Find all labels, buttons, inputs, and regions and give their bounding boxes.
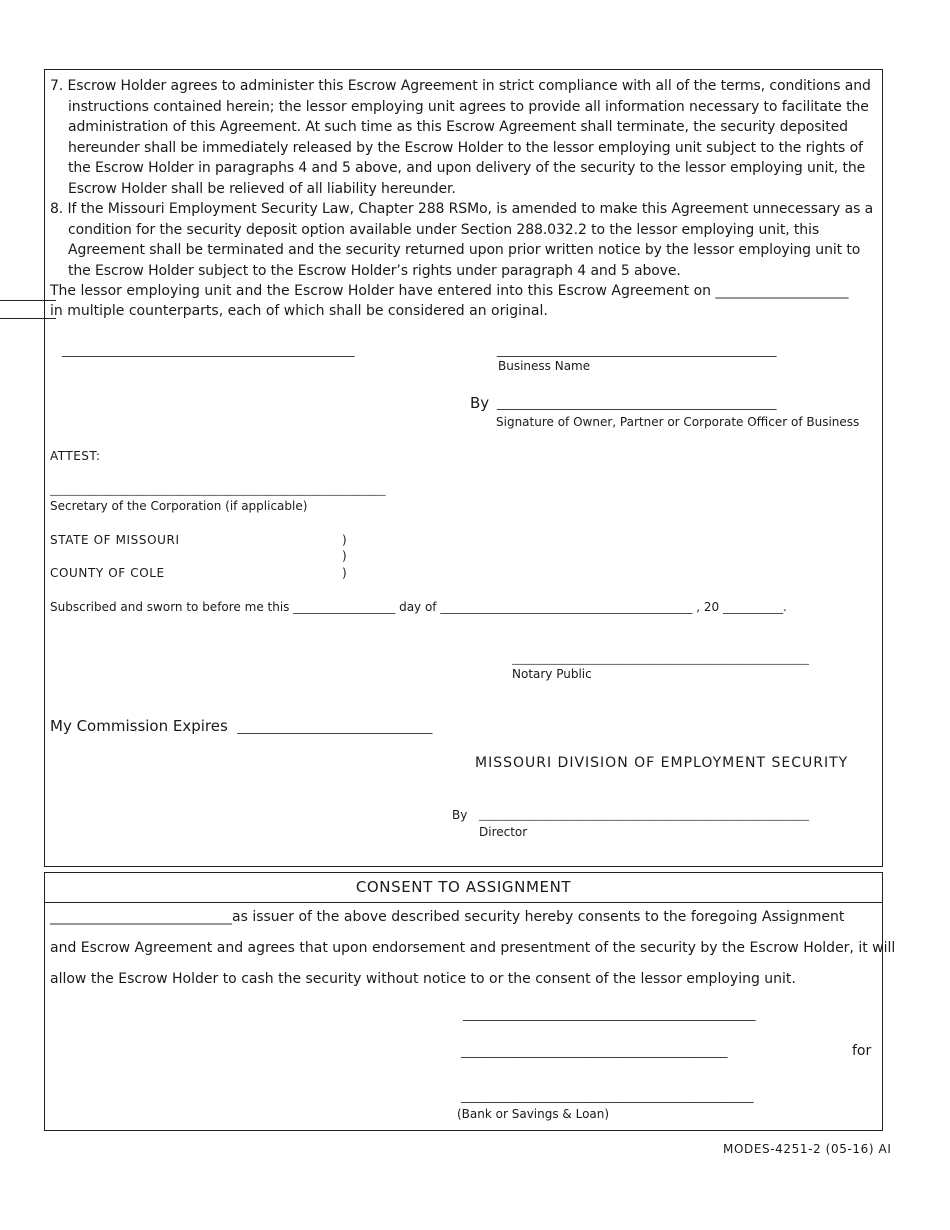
business-name-label: Business Name	[498, 359, 591, 373]
counterparts-line: in multiple counterparts, each of which shall be considered an original.	[50, 303, 548, 319]
consent-title: CONSENT TO ASSIGNMENT	[355, 878, 572, 896]
day-of-text: day of	[399, 600, 437, 614]
secretary-signature-blank[interactable]: _____________________________________________________________	[50, 483, 386, 496]
county-label: COUNTY OF COLE	[50, 566, 165, 580]
paren-1: )	[342, 533, 347, 547]
month-blank[interactable]: __________________________________________	[440, 600, 693, 614]
terms-paragraphs	[50, 76, 880, 281]
consent-text-1: as issuer of the above described security hereby consents to the foregoing Assignment	[232, 909, 845, 925]
bank-blank[interactable]: _____________________________________________	[461, 1089, 754, 1104]
owner-signature-blank[interactable]: ___________________________________________	[497, 396, 777, 411]
state-label: STATE OF MISSOURI	[50, 533, 180, 547]
director-by-label: By	[452, 808, 468, 822]
commission-blank[interactable]: ______________________________	[237, 720, 433, 735]
paren-3: )	[342, 566, 347, 580]
entered-text: The lessor employing unit and the Escrow Holder have entered into this Escrow Agreement on	[50, 283, 712, 299]
paragraph-8: 8. If the Missouri Employment Security Law, Chapter 288 RSMo, is amended to make this Agreement unnecessary as a condition for the security deposit option available under Section 288.032.2 to the lessor employing unit, this Agreement shall be terminated and the security returned upon prior written notice by the lessor employing unit to the Escrow Holder subject to the Escrow Holder’s rights under paragraph 4 and 5 above.	[50, 201, 874, 279]
year-blank[interactable]: __________	[722, 600, 783, 614]
paren-2: )	[342, 549, 347, 563]
margin-mark-top	[0, 300, 56, 301]
division-name: MISSOURI DIVISION OF EMPLOYMENT SECURITY	[475, 755, 849, 771]
consent-signature-blank-1[interactable]: _____________________________________________	[463, 1007, 756, 1022]
issuer-blank[interactable]: __________________________	[50, 909, 232, 925]
margin-mark-bottom	[0, 318, 56, 319]
year-prefix: 20	[703, 600, 720, 614]
owner-signature-label: Signature of Owner, Partner or Corporate Officer of Business	[496, 415, 860, 429]
bank-label: (Bank or Savings & Loan)	[457, 1107, 610, 1121]
period: .	[782, 600, 787, 614]
paragraph-7: 7. Escrow Holder agrees to administer this Escrow Agreement in strict compliance with all of the terms, conditions and instructions contained herein; the lessor employing unit agrees to provide all information necessary to facilitate the administration of this Agreement. At such time as this Escrow Agreement shall terminate, the security deposited hereunder shall be immediately released by the Escrow Holder to the lessor employing unit subject to the rights of the Escrow Holder in paragraphs 4 and 5 above, and upon delivery of the security to the lessor employing unit, the Escrow Holder shall be relieved of all liability hereunder.	[50, 78, 871, 197]
director-label: Director	[479, 825, 528, 839]
commission-label: My Commission Expires	[50, 717, 228, 735]
form-id: MODES-4251-2 (05-16) AI	[723, 1142, 892, 1156]
comma: ,	[696, 600, 701, 614]
consent-line-3: allow the Escrow Holder to cash the security without notice to or the consent of the lessor employing unit.	[50, 971, 796, 987]
consent-line-1	[50, 909, 844, 925]
for-label: for	[852, 1043, 872, 1059]
by-label: By	[470, 394, 490, 412]
day-blank[interactable]: _________________	[293, 600, 396, 614]
subscribed-line	[50, 600, 787, 614]
consent-line-2: and Escrow Agreement and agrees that upon endorsement and presentment of the security by the Escrow Holder, it will	[50, 940, 896, 956]
notary-signature-blank[interactable]: ______________________________________________________	[512, 652, 809, 665]
commission-line	[50, 717, 432, 735]
business-name-blank[interactable]: ___________________________________________	[497, 343, 777, 358]
consent-signature-blank-2[interactable]: _________________________________________	[461, 1044, 728, 1059]
secretary-label: Secretary of the Corporation (if applicable)	[50, 499, 308, 513]
director-signature-blank[interactable]: ____________________________________________________________	[479, 808, 809, 821]
entered-into-line	[50, 281, 848, 301]
subscribed-text: Subscribed and sworn to before me this	[50, 600, 290, 614]
left-signature-blank[interactable]: _____________________________________________	[62, 343, 355, 358]
attest-label: ATTEST:	[50, 449, 101, 463]
notary-public-label: Notary Public	[512, 667, 592, 681]
agreement-date-blank[interactable]: ___________________	[715, 283, 849, 299]
consent-title-divider	[44, 902, 883, 903]
